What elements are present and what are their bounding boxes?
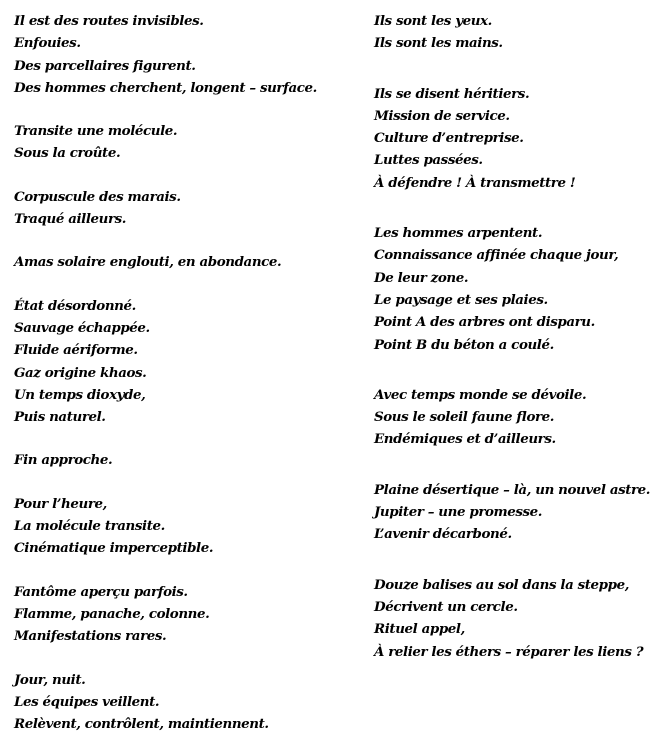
poem-line: Sous le soleil faune flore. bbox=[374, 409, 555, 426]
poem-line: Jupiter – une promesse. bbox=[374, 504, 543, 521]
poem-line: Plaine désertique – là, un nouvel astre. bbox=[374, 481, 651, 498]
poem-line: Point A des arbres ont disparu. bbox=[374, 314, 595, 331]
poem-line: Fluide aériforme. bbox=[14, 342, 138, 359]
poem-line: Amas solaire englouti, en abondance. bbox=[14, 254, 282, 271]
poem-line: Point B du béton a coulé. bbox=[374, 336, 554, 353]
poem-line: Sauvage échappée. bbox=[14, 319, 150, 336]
poem-line: À défendre ! À transmettre ! bbox=[374, 174, 576, 191]
poem-line: La molécule transite. bbox=[14, 518, 165, 535]
stanza bbox=[14, 186, 354, 231]
poem-line: Cinématique imperceptible. bbox=[14, 540, 214, 557]
poem-line: Ils sont les yeux. bbox=[374, 13, 492, 29]
poem-line: Il est des routes invisibles. bbox=[14, 13, 204, 29]
poem-line: Puis naturel. bbox=[14, 409, 106, 426]
stanza bbox=[14, 251, 354, 273]
stanza bbox=[374, 83, 664, 194]
stanza bbox=[374, 10, 664, 55]
stanza bbox=[374, 222, 664, 356]
poem-line: Mission de service. bbox=[374, 107, 510, 124]
poem-line: Manifestations rares. bbox=[14, 628, 167, 645]
stanza bbox=[14, 449, 354, 471]
stanza bbox=[14, 493, 354, 560]
poem-line: Sous la croûte. bbox=[14, 145, 121, 162]
poem-line: Traqué ailleurs. bbox=[14, 211, 127, 228]
poem-line: Flamme, panache, colonne. bbox=[14, 605, 210, 622]
poem-line: Douze balises au sol dans la steppe, bbox=[374, 576, 629, 593]
poem-line: Les hommes arpentent. bbox=[374, 225, 543, 242]
poem-line: Ils sont les mains. bbox=[374, 35, 503, 52]
stanza bbox=[14, 10, 354, 99]
poem-line: Relèvent, contrôlent, maintiennent. bbox=[14, 716, 269, 733]
poem-line: Des parcellaires figurent. bbox=[14, 57, 196, 74]
poem-line: De leur zone. bbox=[374, 269, 469, 286]
poem-right-column bbox=[374, 10, 664, 663]
poem-line: Un temps dioxyde, bbox=[14, 386, 146, 403]
stanza bbox=[14, 120, 354, 165]
poem-line: À relier les éthers – réparer les liens ? bbox=[374, 643, 644, 660]
poem-line: Les équipes veillent. bbox=[14, 693, 160, 710]
poem-line: Fantôme aperçu parfois. bbox=[14, 583, 188, 600]
poem-line: Avec temps monde se dévoile. bbox=[374, 386, 587, 403]
poem-line: Luttes passées. bbox=[374, 152, 483, 169]
stanza bbox=[14, 669, 354, 736]
poem-line: Pour l’heure, bbox=[14, 495, 107, 512]
poem-line: Endémiques et d’ailleurs. bbox=[374, 431, 556, 448]
poem-line: L’avenir décarboné. bbox=[374, 526, 512, 543]
stanza bbox=[374, 479, 664, 546]
stanza bbox=[374, 384, 664, 451]
poem-line: Jour, nuit. bbox=[14, 671, 86, 688]
poem-left-column bbox=[14, 10, 354, 735]
poem-line: Des hommes cherchent, longent – surface. bbox=[14, 79, 317, 96]
poem-line: Enfouies. bbox=[14, 35, 81, 52]
stanza bbox=[14, 581, 354, 648]
poem-line: Ils se disent héritiers. bbox=[374, 85, 530, 102]
poem-line: Transite une molécule. bbox=[14, 123, 178, 140]
poem-line: État désordonné. bbox=[14, 297, 136, 314]
poem-line: Fin approche. bbox=[14, 452, 113, 469]
poem-line: Gaz origine khaos. bbox=[14, 364, 147, 381]
poem-line: Corpuscule des marais. bbox=[14, 188, 181, 205]
poem-line: Connaissance affinée chaque jour, bbox=[374, 247, 619, 264]
poem-line: Le paysage et ses plaies. bbox=[374, 291, 548, 308]
poem-line: Décrivent un cercle. bbox=[374, 598, 518, 615]
poem-line: Culture d’entreprise. bbox=[374, 130, 524, 147]
stanza bbox=[14, 295, 354, 429]
stanza bbox=[374, 574, 664, 663]
poem-line: Rituel appel, bbox=[374, 621, 465, 638]
